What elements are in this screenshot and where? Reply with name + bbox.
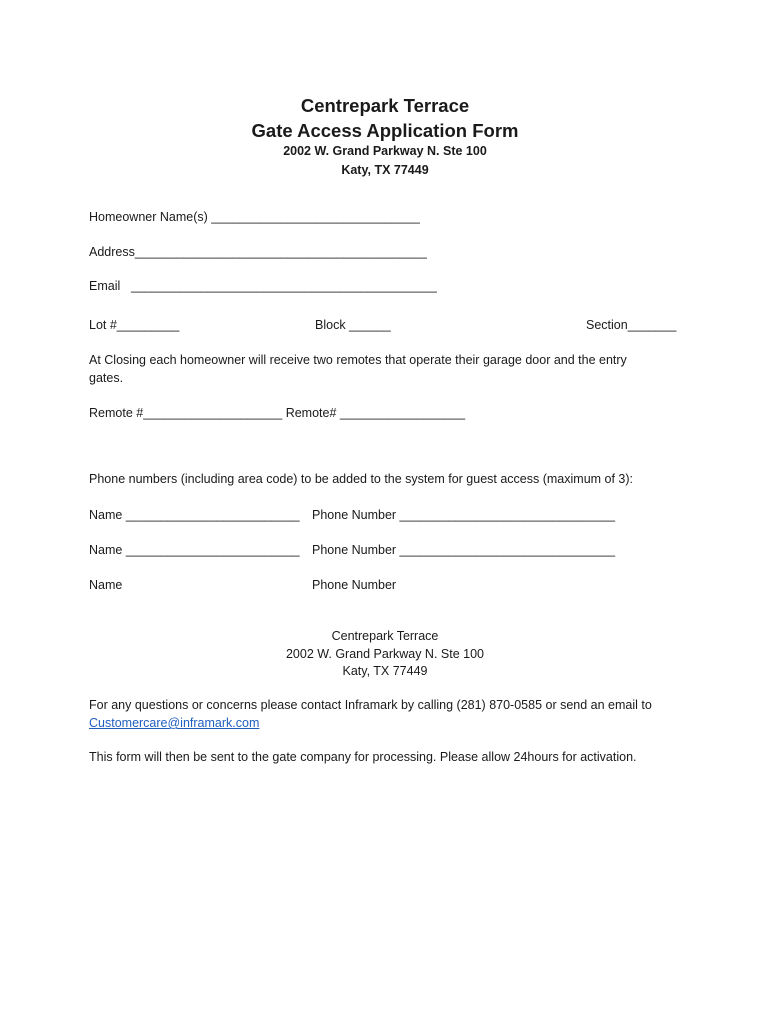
contact-email-link[interactable]: Customercare@inframark.com	[89, 716, 260, 730]
phone-row-1-name-field[interactable]: Name _________________________	[89, 508, 300, 522]
address-field[interactable]: Address__________________________________________	[89, 245, 427, 259]
processing-note: This form will then be sent to the gate company for processing. Please allow 24hours for activation.	[89, 750, 637, 764]
email-label: Email	[89, 279, 121, 293]
header-address-line2: Katy, TX 77449	[341, 163, 429, 177]
phone-row-3-number-label: Phone Number	[312, 578, 397, 592]
section-field[interactable]: Section_______	[586, 318, 677, 332]
footer-address-line2: 2002 W. Grand Parkway N. Ste 100	[285, 647, 485, 661]
phone-row-3-name-label: Name	[89, 578, 123, 592]
header-address-line1: 2002 W. Grand Parkway N. Ste 100	[283, 144, 487, 158]
block-field[interactable]: Block ______	[315, 318, 391, 332]
remotes-intro-text: At Closing each homeowner will receive two remotes that operate their garage door and the entry gates.	[89, 353, 627, 385]
footer-address-line3: Katy, TX 77449	[342, 664, 428, 678]
form-title-line2: Gate Access Application Form	[251, 120, 519, 141]
footer-address-line1: Centrepark Terrace	[331, 629, 439, 643]
phone-row-2-name-field[interactable]: Name _________________________	[89, 543, 300, 557]
phone-row-1-number-field[interactable]: Phone Number _______________________________	[312, 508, 616, 522]
homeowner-name-field[interactable]: Homeowner Name(s) ______________________________	[89, 210, 420, 224]
contact-text: For any questions or concerns please contact Inframark by calling (281) 870-0585 or send an email to	[89, 698, 652, 712]
phone-row-2-number-field[interactable]: Phone Number _______________________________	[312, 543, 616, 557]
lot-field[interactable]: Lot #_________	[89, 318, 180, 332]
form-title-line1: Centrepark Terrace	[300, 95, 470, 116]
phone-intro-text: Phone numbers (including area code) to be added to the system for guest access (maximum of 3):	[89, 472, 634, 486]
email-field[interactable]: ____________________________________________	[131, 279, 437, 293]
remote-numbers-field[interactable]: Remote #____________________ Remote# __________________	[89, 406, 466, 420]
